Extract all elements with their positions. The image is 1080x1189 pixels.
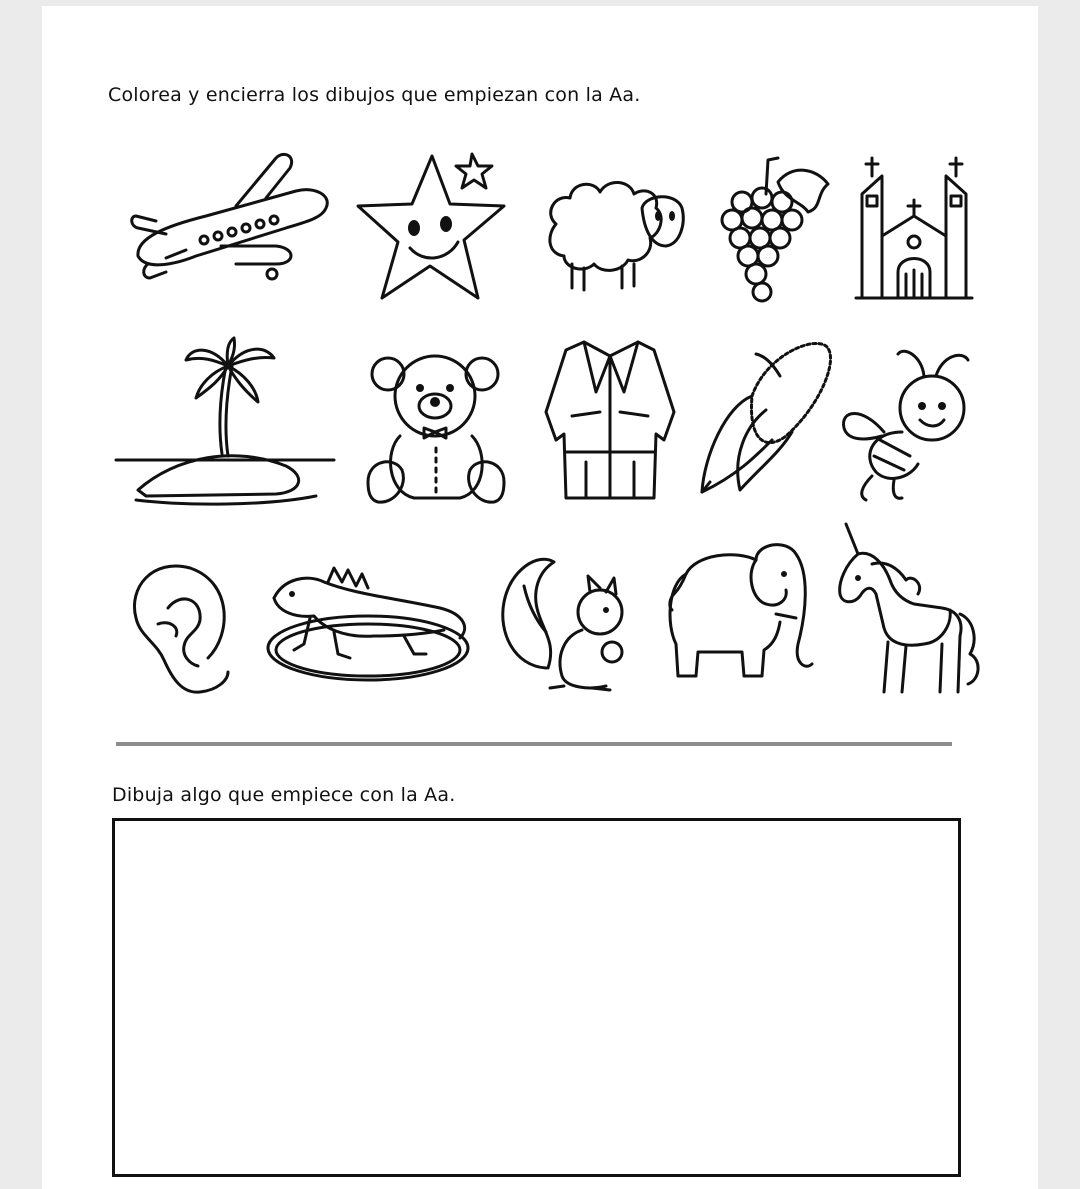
iguana-icon[interactable] (264, 558, 474, 684)
elephant-icon[interactable] (656, 534, 826, 686)
squirrel-icon[interactable] (494, 546, 634, 694)
ear-icon[interactable] (128, 562, 238, 698)
instruction-color-circle: Colorea y encierra los dibujos que empiezan con la Aa. (108, 84, 641, 106)
coat-icon[interactable] (536, 332, 686, 500)
island-icon[interactable] (116, 336, 336, 506)
teddy-bear-icon[interactable] (354, 352, 524, 508)
grapes-icon[interactable] (712, 154, 842, 314)
bee-icon[interactable] (832, 336, 982, 506)
instruction-draw: Dibuja algo que empiece con la Aa. (112, 784, 456, 806)
sheep-icon[interactable] (536, 164, 696, 304)
drawing-box[interactable] (112, 818, 961, 1177)
worksheet-page (42, 6, 1038, 1189)
airplane-icon[interactable] (126, 146, 336, 306)
corn-icon[interactable] (696, 336, 846, 496)
unicorn-icon[interactable] (832, 524, 982, 700)
star-icon[interactable] (354, 148, 514, 310)
section-divider (116, 742, 952, 746)
church-icon[interactable] (854, 154, 974, 304)
